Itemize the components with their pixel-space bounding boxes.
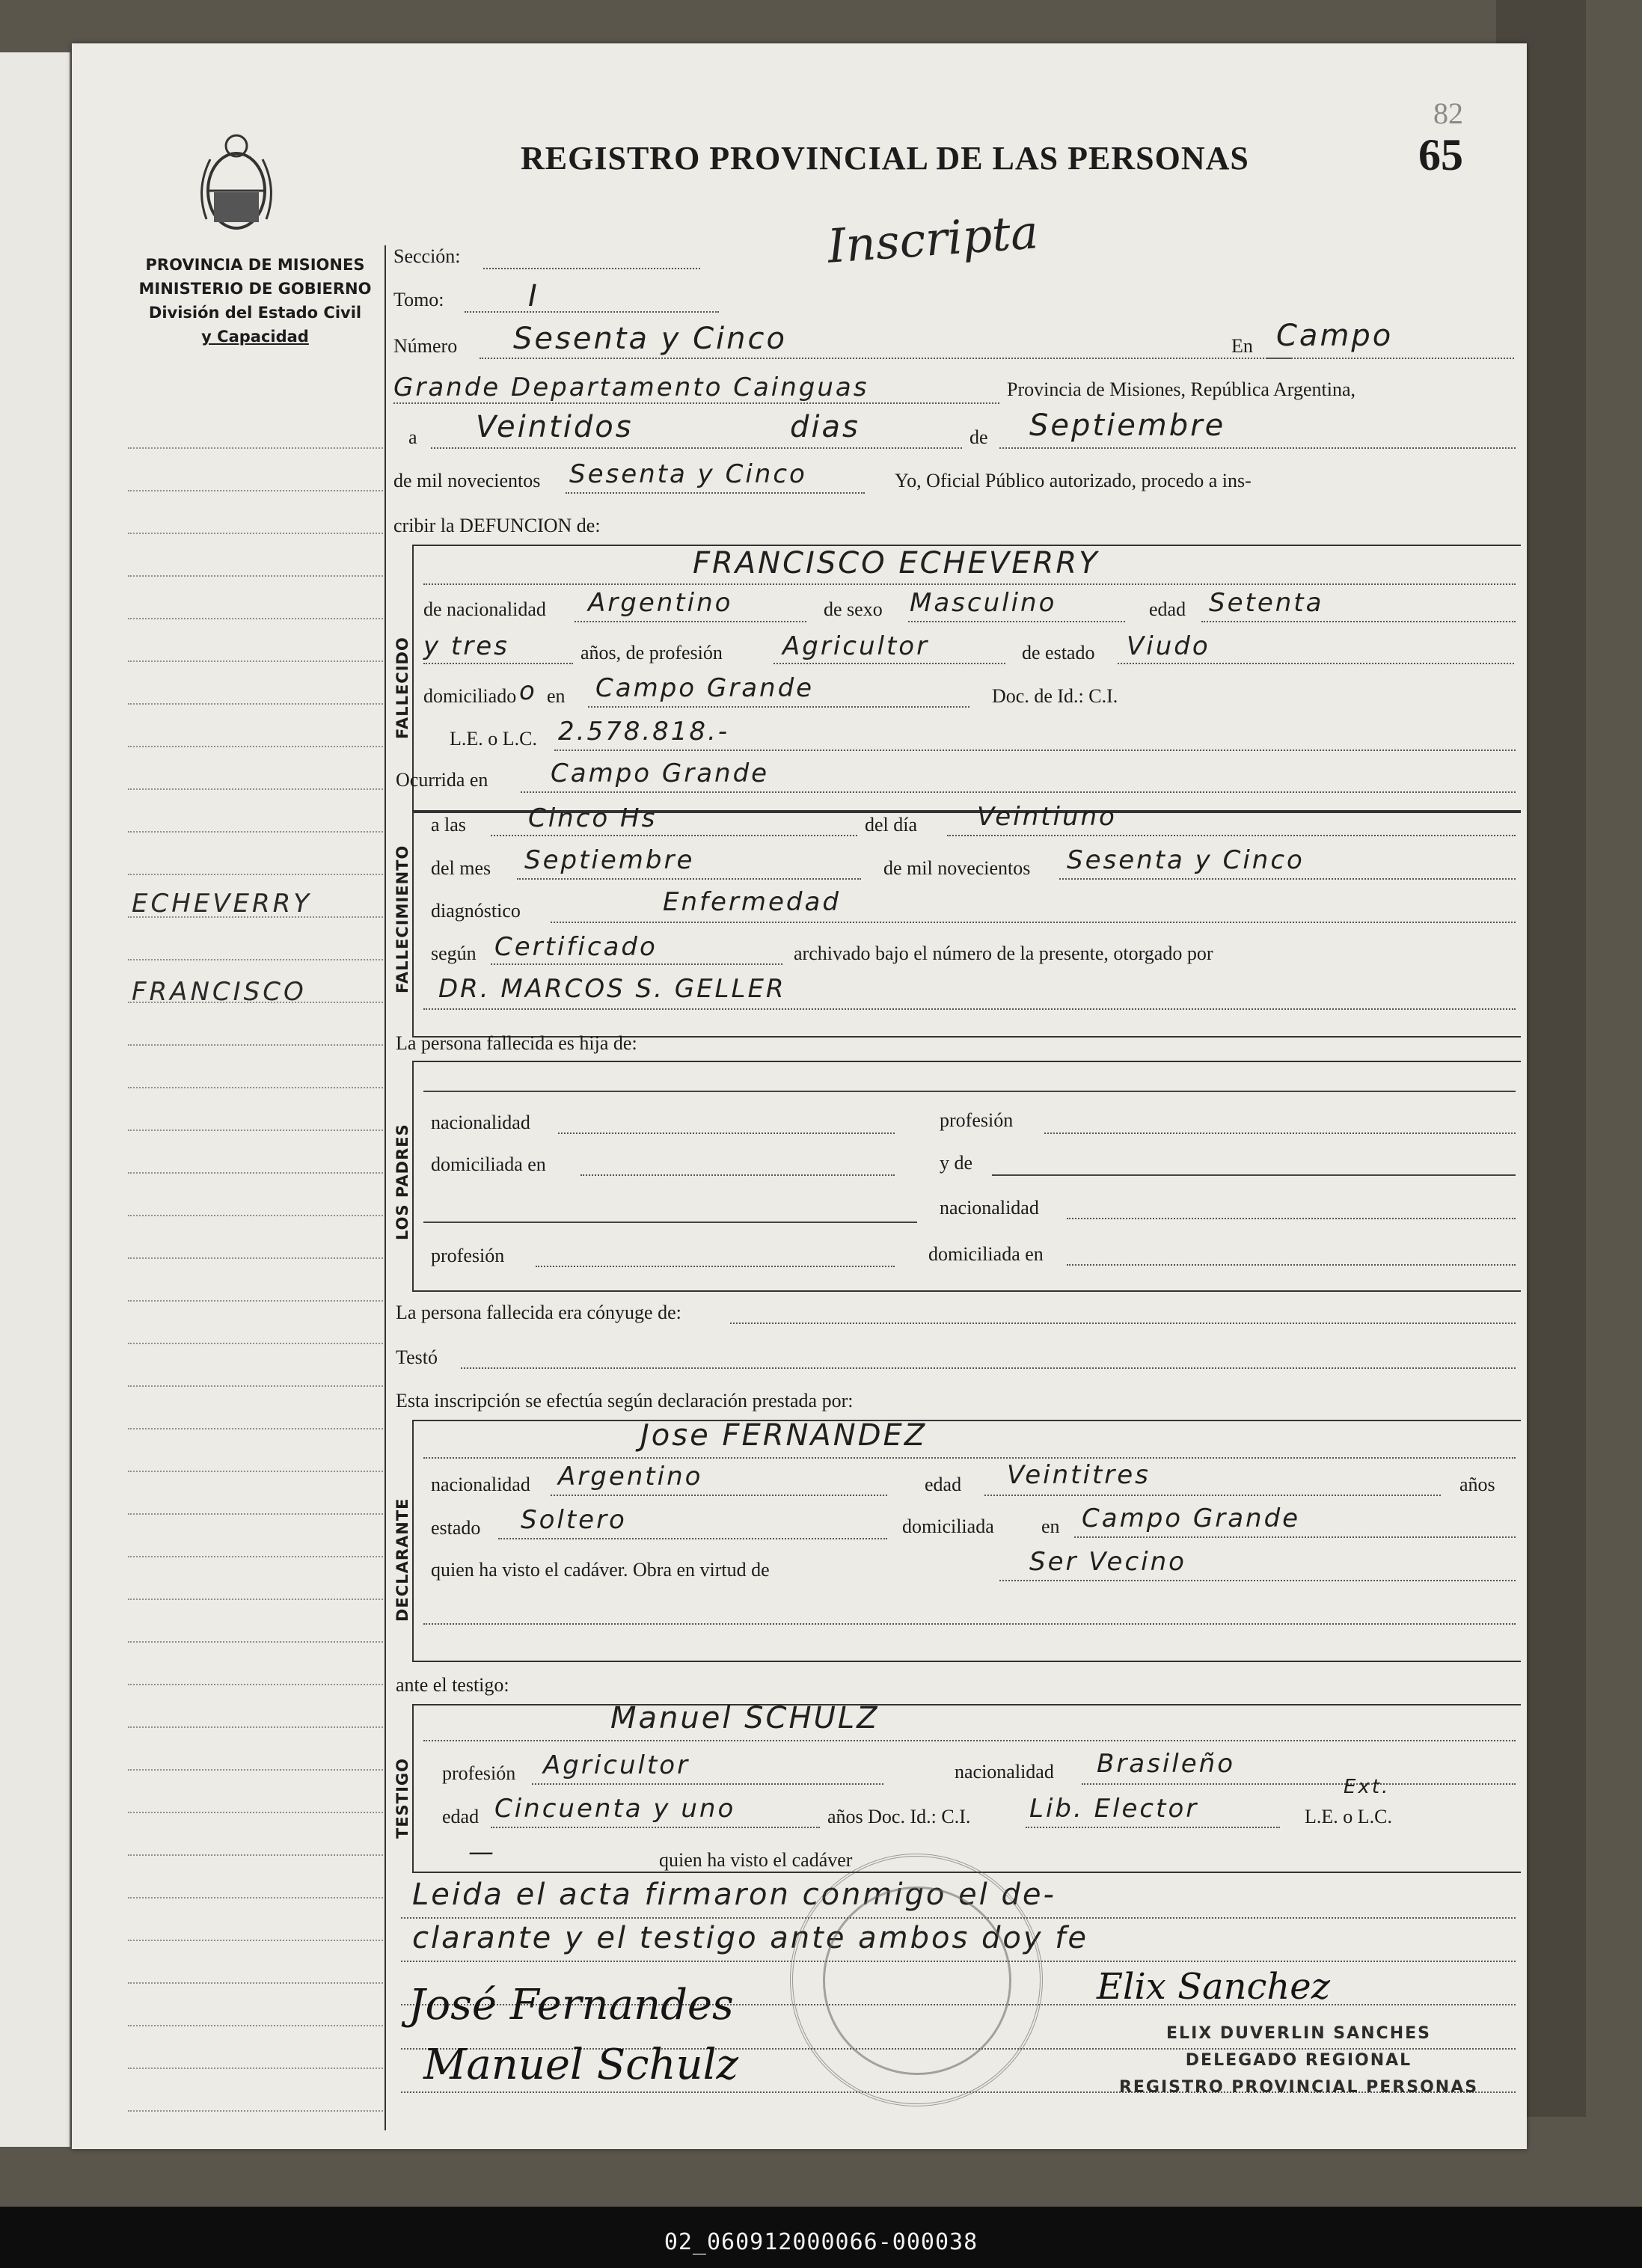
nacionalidad-line xyxy=(575,621,806,622)
tomo-value: I xyxy=(528,279,539,313)
left-column-rule xyxy=(128,661,386,662)
padre-profesion-line xyxy=(1044,1133,1516,1134)
left-column-rule xyxy=(128,533,386,534)
testigo-nacionalidad-value: Brasileño xyxy=(1097,1749,1236,1779)
fallecido-nombre: FRANCISCO ECHEVERRY xyxy=(693,546,1100,580)
left-column-rule xyxy=(128,788,386,790)
declarante-nacionalidad-value: Argentino xyxy=(558,1462,703,1492)
a-las-label: a las xyxy=(431,814,466,836)
doc-label: Doc. de Id.: C.I. xyxy=(992,685,1118,707)
edad-cont: y tres xyxy=(423,631,509,661)
declarante-virtud-value: Ser Vecino xyxy=(1029,1547,1186,1577)
dia-value: Veintiuno xyxy=(977,802,1117,832)
left-column-rule xyxy=(128,1513,386,1515)
left-column-rule xyxy=(128,1130,386,1131)
left-column-rule xyxy=(128,959,386,960)
official-seal-stamp xyxy=(790,1854,1043,2106)
left-column-rule xyxy=(128,874,386,875)
testigo-doc-value: Lib. Elector xyxy=(1029,1794,1199,1824)
segun-line xyxy=(491,963,782,965)
declarante-estado-label: estado xyxy=(431,1517,481,1539)
seal-inner-ring xyxy=(823,1887,1011,2075)
authority-ministry: MINISTERIO DE GOBIERNO xyxy=(138,280,372,298)
oficial-text: Yo, Oficial Público autorizado, procedo a ins- xyxy=(895,470,1252,491)
mes-value: Septiembre xyxy=(1029,408,1226,443)
nacionalidad-label: de nacionalidad xyxy=(423,598,546,620)
official-org: REGISTRO PROVINCIAL PERSONAS xyxy=(1118,2078,1479,2097)
estado-line xyxy=(1118,663,1514,664)
left-column-rule xyxy=(128,703,386,705)
anios-profesion-label: años, de profesión xyxy=(580,642,723,663)
declarante-visto-label: quien ha visto el cadáver. Obra en virtud de xyxy=(431,1559,770,1581)
left-column-rule xyxy=(128,746,386,747)
authority-block xyxy=(132,253,379,349)
left-column-rule xyxy=(128,575,386,577)
left-column-rule xyxy=(128,1556,386,1557)
fallecimiento-section-label: FALLECIMIENTO xyxy=(393,845,411,993)
declarante-section-label: DECLARANTE xyxy=(393,1498,411,1622)
edad-line xyxy=(1201,621,1516,622)
mes-fallec-value: Septiembre xyxy=(524,845,695,875)
left-column-rule xyxy=(128,1897,386,1898)
argentina-coat-of-arms-icon xyxy=(192,129,281,242)
padre-nacionalidad-label: nacionalidad xyxy=(431,1112,530,1133)
anio-line xyxy=(566,492,865,494)
padre-domicilio-line xyxy=(580,1174,895,1176)
left-column-rule xyxy=(128,1471,386,1472)
closing-line-2: clarante y el testigo ante ambos doy fe xyxy=(412,1921,1088,1955)
official-role: DELEGADO REGIONAL xyxy=(1185,2051,1412,2070)
testigo-profesion-value: Agricultor xyxy=(543,1750,690,1780)
madre-nacionalidad-label: nacionalidad xyxy=(940,1197,1039,1219)
left-column-rule xyxy=(128,1599,386,1600)
madre-nombre-line xyxy=(992,1174,1516,1176)
padres-intro: La persona fallecida es hija de: xyxy=(396,1032,637,1054)
del-dia-label: del día xyxy=(865,814,918,836)
signature-official: Elix Sanchez xyxy=(1097,1966,1330,2008)
edad-cont-line xyxy=(423,663,573,664)
segun-value: Certificado xyxy=(494,932,658,962)
madre-domicilio-label: domiciliada en xyxy=(928,1243,1044,1265)
testigo-edad-label: edad xyxy=(442,1806,480,1827)
tomo-label: Tomo: xyxy=(393,289,444,310)
edad-value: Setenta xyxy=(1209,588,1324,618)
en-line xyxy=(1267,358,1514,359)
hora-value: Cinco Hs xyxy=(528,803,658,833)
mil-fallec-label: de mil novecientos xyxy=(883,857,1031,879)
testigo-doc-number: Ext. xyxy=(1344,1776,1391,1798)
ocurrida-line xyxy=(521,791,1516,793)
madre-profesion-label: profesión xyxy=(431,1245,505,1266)
seccion-line xyxy=(483,268,700,269)
declarante-edad-label: edad xyxy=(925,1474,962,1495)
nacionalidad-value: Argentino xyxy=(588,588,733,618)
testigo-nacionalidad-line xyxy=(1082,1783,1516,1785)
declarante-estado-value: Soltero xyxy=(521,1505,627,1535)
testigo-le-label: L.E. o L.C. xyxy=(1305,1806,1392,1827)
fallecido-section-label: FALLECIDO xyxy=(393,637,411,739)
domicilio-value: Campo Grande xyxy=(595,673,815,703)
edad-label: edad xyxy=(1149,598,1186,620)
dias-value: Veintidos xyxy=(476,410,634,444)
testigo-dash: — xyxy=(468,1837,496,1867)
left-column-rule xyxy=(128,447,386,449)
anio-value: Sesenta y Cinco xyxy=(569,459,807,489)
testo-label: Testó xyxy=(396,1346,438,1368)
testigo-edad-value: Cincuenta y uno xyxy=(494,1794,736,1824)
domicilio-label: domiciliado xyxy=(423,685,517,707)
declarante-anios-label: años xyxy=(1459,1474,1495,1495)
register-page xyxy=(72,43,1527,2149)
conyuge-line xyxy=(730,1323,1516,1324)
le-line xyxy=(554,750,1516,751)
padre-domicilio-label: domiciliada en xyxy=(431,1153,546,1175)
testigo-section-label: TESTIGO xyxy=(393,1757,411,1839)
testigo-profesion-label: profesión xyxy=(442,1762,516,1784)
page-title: REGISTRO PROVINCIAL DE LAS PERSONAS xyxy=(521,140,1249,177)
mes-line xyxy=(999,447,1516,449)
domicilio-suffix: o xyxy=(519,676,537,706)
left-column-rule xyxy=(128,1812,386,1813)
left-column-rule xyxy=(128,1343,386,1344)
profesion-value: Agricultor xyxy=(782,631,930,661)
declarante-edad-line xyxy=(984,1495,1441,1496)
page-number-faint: 82 xyxy=(1433,96,1463,130)
declarante-box xyxy=(412,1420,1521,1662)
testo-line xyxy=(461,1367,1516,1369)
sexo-value: Masculino xyxy=(910,588,1057,618)
authority-province: PROVINCIA DE MISIONES xyxy=(145,256,365,274)
diagnostico-value: Enfermedad xyxy=(663,887,841,917)
file-identifier: 02_060912000066-000038 xyxy=(664,2229,978,2255)
left-column-rule xyxy=(128,1940,386,1941)
left-column-rule xyxy=(128,1257,386,1259)
ocurrida-value: Campo Grande xyxy=(551,758,770,788)
left-column-rule xyxy=(128,1087,386,1088)
testigo-doc-line xyxy=(1026,1827,1280,1828)
numero-line xyxy=(480,358,1291,359)
declarante-extra-line xyxy=(423,1623,1516,1625)
left-column-rule xyxy=(128,831,386,833)
padres-section-label: LOS PADRES xyxy=(393,1124,411,1240)
page-number: 65 xyxy=(1418,130,1463,180)
left-column-rule xyxy=(128,618,386,619)
sexo-line xyxy=(908,621,1125,622)
padre-profesion-label: profesión xyxy=(940,1109,1014,1131)
anio-fallec-value: Sesenta y Cinco xyxy=(1067,845,1305,875)
dias-word: dias xyxy=(790,410,860,444)
declarante-nacionalidad-label: nacionalidad xyxy=(431,1474,530,1495)
hora-line xyxy=(491,835,857,836)
declarante-intro: Esta inscripción se efectúa según declaración prestada por: xyxy=(396,1390,854,1412)
testigo-nombre: Manuel SCHULZ xyxy=(610,1701,880,1735)
tomo-line xyxy=(465,311,719,313)
declarante-domicilio-label: domiciliada xyxy=(902,1515,994,1537)
domicilio-line xyxy=(588,706,969,708)
testigo-doc-label: años Doc. Id.: C.I. xyxy=(827,1806,971,1827)
segun-label: según xyxy=(431,943,477,964)
padre-nacionalidad-line xyxy=(558,1133,895,1134)
ocurrida-label: Ocurrida en xyxy=(396,769,488,791)
seccion-label: Sección: xyxy=(393,245,461,267)
inscribir-text: cribir la DEFUNCION de: xyxy=(393,515,601,536)
declarante-domicilio-line xyxy=(1074,1536,1516,1538)
padre-nombre-line xyxy=(423,1091,1516,1092)
archivado-text: archivado bajo el número de la presente, otorgado por xyxy=(794,943,1213,964)
left-column-rule xyxy=(128,1684,386,1685)
signature-declarante: José Fernandes xyxy=(408,1981,734,2029)
a-label: a xyxy=(408,426,417,448)
testigo-intro: ante el testigo: xyxy=(396,1674,509,1696)
provincia-text: Provincia de Misiones, República Argentina, xyxy=(1007,378,1355,400)
left-column-rule xyxy=(128,1428,386,1429)
testigo-nombre-line xyxy=(423,1740,1516,1741)
le-label: L.E. o L.C. xyxy=(450,728,537,750)
authority-capacity: y Capacidad xyxy=(201,328,309,346)
official-name: ELIX DUVERLIN SANCHES xyxy=(1166,2024,1431,2043)
declarante-en-label: en xyxy=(1041,1515,1060,1537)
signature-testigo: Manuel Schulz xyxy=(423,2041,738,2089)
testigo-visto-label: quien ha visto el cadáver xyxy=(659,1849,853,1871)
place-line: Grande Departamento Cainguas xyxy=(393,373,869,402)
declarante-virtud-line xyxy=(999,1580,1516,1581)
previous-page-edge xyxy=(0,52,70,2147)
en-label: En xyxy=(1231,335,1253,357)
left-column-rule xyxy=(128,2068,386,2069)
dia-line xyxy=(947,835,1516,836)
estado-value: Viudo xyxy=(1127,631,1210,661)
declarante-nombre-line xyxy=(423,1457,1516,1459)
left-column-rule xyxy=(128,2110,386,2112)
left-column-rule xyxy=(128,1215,386,1216)
left-column-rule xyxy=(128,1172,386,1174)
testigo-profesion-line xyxy=(532,1783,883,1785)
del-mes-label: del mes xyxy=(431,857,491,879)
anio-fallec-line xyxy=(1059,878,1516,880)
declarante-nombre: Jose FERNANDEZ xyxy=(640,1418,928,1453)
declarante-estado-line xyxy=(498,1538,887,1539)
column-divider xyxy=(385,245,386,2130)
dias-line xyxy=(431,447,962,449)
left-column-rule xyxy=(128,490,386,491)
sexo-label: de sexo xyxy=(824,598,883,620)
left-column-rule xyxy=(128,2025,386,2026)
mes-fallec-line xyxy=(517,878,861,880)
medico-line xyxy=(423,1008,1516,1010)
en-value: Campo xyxy=(1276,319,1394,353)
diagnostico-label: diagnóstico xyxy=(431,900,521,922)
numero-label: Número xyxy=(393,335,458,357)
authority-division: División del Estado Civil xyxy=(148,304,362,322)
profesion-line xyxy=(773,663,1005,664)
conyuge-label: La persona fallecida era cónyuge de: xyxy=(396,1302,681,1323)
testigo-nacionalidad-label: nacionalidad xyxy=(955,1761,1054,1783)
de-label: de xyxy=(969,426,988,448)
declarante-edad-value: Veintitres xyxy=(1007,1460,1151,1490)
padre-extra-line xyxy=(423,1222,917,1223)
nombre-line xyxy=(423,583,1516,585)
margin-given-name: FRANCISCO xyxy=(132,977,307,1007)
madre-domicilio-line xyxy=(1067,1264,1516,1266)
place-underline xyxy=(393,402,999,404)
left-column-rule xyxy=(128,1385,386,1387)
le-value: 2.578.818.- xyxy=(558,717,730,747)
left-column-rule xyxy=(128,1300,386,1302)
madre-nacionalidad-line xyxy=(1067,1218,1516,1219)
left-column-rule xyxy=(128,1726,386,1728)
madre-profesion-line xyxy=(536,1266,895,1267)
closing-line-1: Leida el acta firmaron conmigo el de- xyxy=(412,1878,1056,1912)
diagnostico-line xyxy=(551,922,1516,923)
handwritten-annotation: Inscripta xyxy=(825,204,1041,274)
numero-value: Sesenta y Cinco xyxy=(513,322,787,356)
medico-value: DR. MARCOS S. GELLER xyxy=(438,974,786,1004)
y-de-label: y de xyxy=(940,1152,973,1174)
declarante-domicilio-value: Campo Grande xyxy=(1082,1504,1301,1533)
left-column-rule xyxy=(128,1982,386,1984)
margin-surname: ECHEVERRY xyxy=(132,889,313,919)
left-column-rule xyxy=(128,1044,386,1046)
declarante-nacionalidad-line xyxy=(551,1495,887,1496)
left-column-rule xyxy=(128,1641,386,1643)
left-column-rule xyxy=(128,1854,386,1856)
estado-label: de estado xyxy=(1022,642,1095,663)
left-column-rule xyxy=(128,1769,386,1771)
testigo-edad-line xyxy=(491,1827,820,1828)
mil-label: de mil novecientos xyxy=(393,470,541,491)
domicilio-en-label: en xyxy=(547,685,566,707)
